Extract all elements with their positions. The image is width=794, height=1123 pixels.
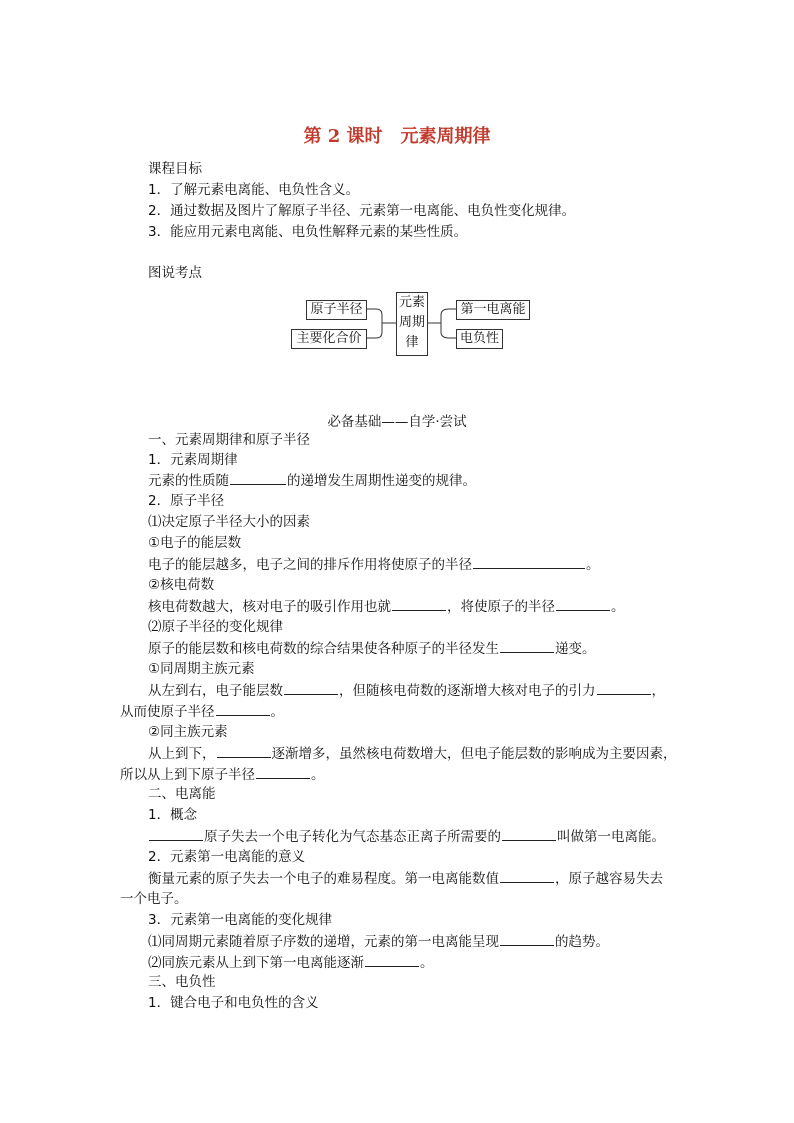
s1-p2d: ②核电荷数 <box>148 577 215 593</box>
s1-line: 从而使原子半径 。 <box>120 701 284 722</box>
s1-p2k: ②同主族元素 <box>148 724 228 740</box>
fill-blank <box>216 701 270 716</box>
fill-blank <box>500 638 554 653</box>
diagram-heading: 图说考点 <box>148 265 202 281</box>
concept-periodic-law: 元素 周期 律 <box>396 292 428 356</box>
s2-p2: 2．元素第一电离能的意义 <box>148 849 306 865</box>
concept-electronegativity: 电负性 <box>456 329 503 349</box>
fill-blank <box>502 826 556 841</box>
s1-p1: 1．元素周期律 <box>148 452 238 468</box>
s1-line: 核电荷数越大，核对电子的吸引作用也就 ，将使原子的半径 。 <box>148 596 625 617</box>
fill-blank <box>500 868 554 883</box>
s1-line: 从左到右，电子能层数 ，但随核电荷数的逐渐增大核对电子的引力 ， <box>148 680 665 701</box>
s1-line: 从上到下， 逐渐增多，虽然核电荷数增大，但电子能层数的影响成为主要因素， <box>148 743 677 764</box>
fill-blank <box>556 596 610 611</box>
concept-first-ionization-energy: 第一电离能 <box>456 300 530 320</box>
s2-p1: 1．概念 <box>148 807 198 823</box>
s3-heading: 三、电负性 <box>148 974 216 990</box>
section-heading: 必备基础——自学·尝试 <box>327 414 467 430</box>
fill-blank <box>217 743 271 758</box>
s2-line: 原子失去一个电子转化为气态基态正离子所需要的 叫做第一电离能。 <box>148 826 665 847</box>
fill-blank <box>230 470 286 485</box>
s1-p2f: ⑵原子半径的变化规律 <box>148 619 283 635</box>
s1-line: 元素的性质随 的递增发生周期性递变的规律。 <box>148 470 476 491</box>
concept-main-valence: 主要化合价 <box>291 329 367 349</box>
s1-heading: 一、元素周期律和原子半径 <box>148 432 310 448</box>
fill-blank <box>256 764 310 779</box>
s2-line: 衡量元素的原子失去一个电子的难易程度。第一电离能数值 ，原子越容易失去 <box>148 868 663 889</box>
objectives-heading: 课程目标 <box>148 161 202 177</box>
objective-item: 2．通过数据及图片了解原子半径、元素第一电离能、电负性变化规律。 <box>148 203 576 219</box>
s1-p2a: ⑴决定原子半径大小的因素 <box>148 514 310 530</box>
fill-blank <box>473 554 585 569</box>
s3-p1: 1．键合电子和电负性的含义 <box>148 995 319 1011</box>
s2-heading: 二、电离能 <box>148 786 216 802</box>
s1-p2h: ①同周期主族元素 <box>148 661 255 677</box>
fill-blank <box>392 596 446 611</box>
fill-blank <box>597 680 651 695</box>
fill-blank <box>149 826 203 841</box>
s1-p2b: ①电子的能层数 <box>148 535 242 551</box>
fill-blank <box>365 952 419 967</box>
page-title: 第 2 课时 元素周期律 <box>303 126 491 147</box>
concept-atomic-radius: 原子半径 <box>306 300 367 320</box>
s1-p2: 2．原子半径 <box>148 493 225 509</box>
s1-line: 所以从上到下原子半径 。 <box>120 764 325 785</box>
objective-item: 1．了解元素电离能、电负性含义。 <box>148 182 360 198</box>
s2-p2b: 一个电子。 <box>120 891 188 907</box>
objective-item: 3．能应用元素电离能、电负性解释元素的某些性质。 <box>148 224 468 240</box>
s2-p3: 3．元素第一电离能的变化规律 <box>148 912 333 928</box>
s2-line: ⑴同周期元素随着原子序数的递增，元素的第一电离能呈现 的趋势。 <box>148 931 609 952</box>
s1-line: 电子的能层越多，电子之间的排斥作用将使原子的半径 。 <box>148 554 600 575</box>
fill-blank <box>500 931 554 946</box>
fill-blank <box>284 680 338 695</box>
s2-line: ⑵同族元素从上到下第一电离能逐渐 。 <box>148 952 434 973</box>
s1-line: 原子的能层数和核电荷数的综合结果使各种原子的半径发生 递变。 <box>148 638 596 659</box>
